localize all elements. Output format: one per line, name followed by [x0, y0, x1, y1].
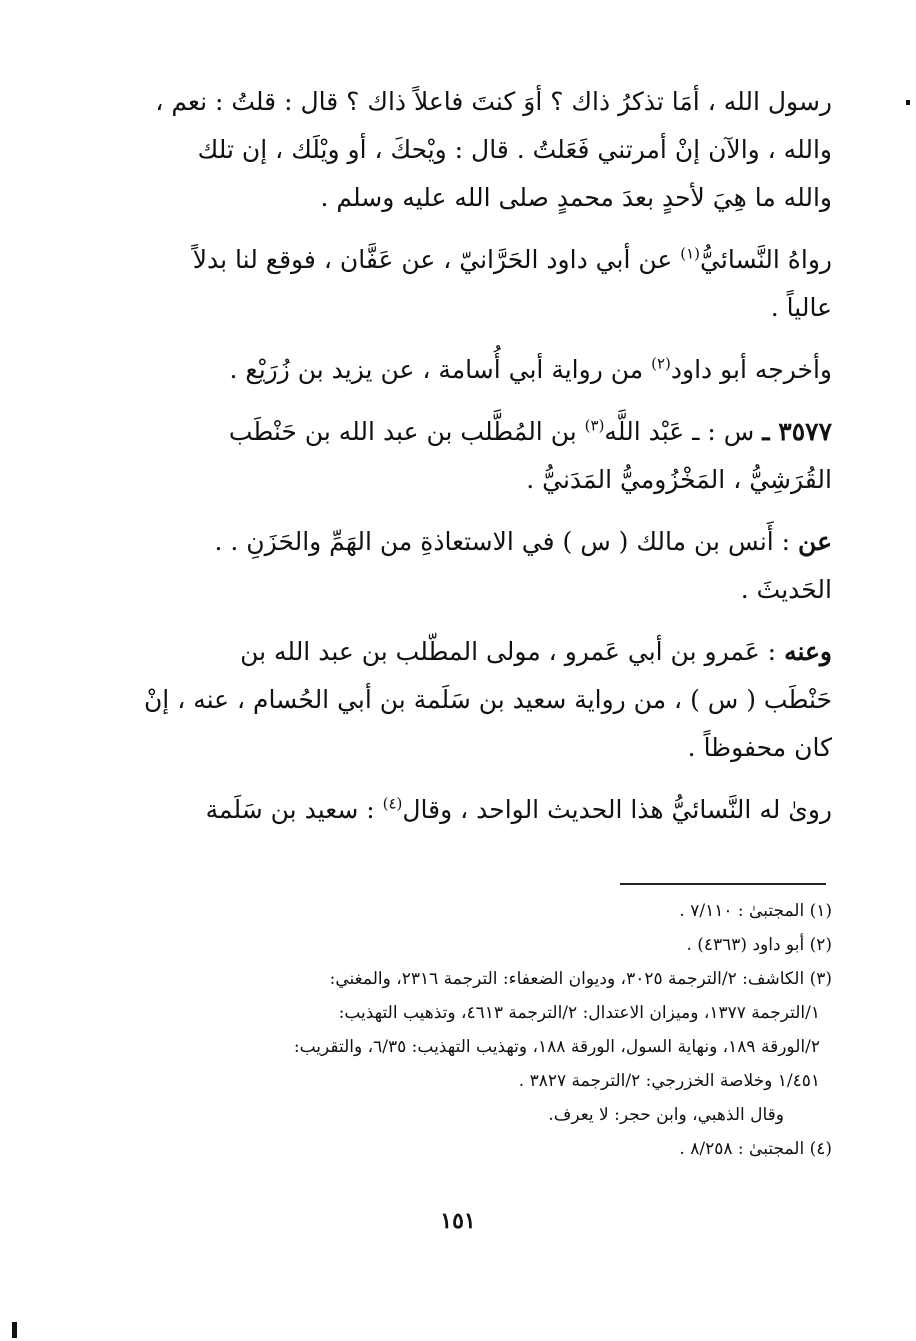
paragraph-2 [132, 236, 832, 332]
text-run: وأخرجه أبو داود [670, 355, 832, 384]
footnote-ref: (٤) [382, 794, 403, 813]
footnote-continuation: وقال الذهبي، وابن حجر: لا يعرف. [548, 1105, 784, 1125]
paragraph-wa-anhu [132, 628, 832, 772]
text-line: والله ما هِيَ لأحدٍ بعدَ محمدٍ صلى الله عليه وسلم . [320, 183, 832, 212]
text-line: والله ، والآن إنْ أمرتني فَعَلتُ . قال : ويْحكَ ، أو ويْلَك ، إن تلك [197, 135, 832, 164]
text-run: : سعيد بن سَلَمة [205, 795, 383, 824]
footnote-ref: (١) [680, 244, 701, 263]
footnote-ref: (٣) [584, 416, 605, 435]
footnote-continuation: ١/٤٥١ وخلاصة الخزرجي: ٢/الترجمة ٣٨٢٧ . [518, 1071, 820, 1091]
entry-number: ٣٥٧٧ ـ [762, 417, 832, 446]
page-number: ١٥١ [440, 1208, 476, 1234]
footnote-continuation: ٢/الورقة ١٨٩، ونهاية السول، الورقة ١٨٨، وتهذيب التهذيب: ٦/٣٥، والتقريب: [293, 1037, 820, 1057]
paragraph-1 [132, 78, 832, 222]
paragraph-an [132, 518, 832, 614]
text-line: كان محفوظاً . [687, 733, 832, 762]
main-text [132, 78, 832, 848]
text-run: روىٰ له النَّسائيُّ هذا الحديث الواحد ، وقال [402, 795, 832, 824]
footnote: (١) المجتبىٰ : ٧/١١٠ . [679, 901, 832, 921]
footnote-continuation: ١/الترجمة ١٣٧٧، وميزان الاعتدال: ٢/الترجمة ٤٦١٣، وتذهيب التهذيب: [338, 1003, 820, 1023]
text-run: من رواية أبي أُسامة ، عن يزيد بن زُرَيْع . [229, 355, 652, 384]
text-run: رواهُ النَّسائيُّ [700, 245, 832, 274]
footnotes [132, 894, 832, 1166]
text-run: بن المُطَّلب بن عبد الله بن حَنْطَب [228, 417, 585, 446]
lead-word: عن [798, 527, 832, 556]
scan-speck [906, 100, 910, 105]
text-line: رسول الله ، أمَا تذكرُ ذاك ؟ أوَ كنتَ فاعلاً ذاك ؟ قال : قلتُ : نعم ، [155, 87, 832, 116]
text-run: : أَنس بن مالك ( س ) في الاستعاذةِ من الهَمِّ والحَزَنِ . . [214, 527, 799, 556]
text-line: عالياً . [770, 293, 832, 322]
text-run: عن أبي داود الحَرَّانيّ ، عن عَفَّان ، فوقع لنا بدلاً [192, 245, 681, 274]
text-run: س : ـ عَبْد اللَّه [604, 417, 763, 446]
lead-word: وعنه [784, 637, 832, 666]
paragraph-last [132, 786, 832, 834]
text-run: : عَمرو بن أبي عَمرو ، مولى المطّلب بن عبد الله بن [240, 637, 785, 666]
footnote: (٤) المجتبىٰ : ٨/٢٥٨ . [679, 1139, 832, 1159]
paragraph-entry-3577 [132, 408, 832, 504]
footnote: (٢) أبو داود (٤٣٦٣) . [686, 935, 832, 955]
text-line: القُرَشِيُّ ، المَخْزُوميُّ المَدَنيُّ . [526, 465, 832, 494]
scan-speck [12, 1322, 17, 1338]
footnote-divider [620, 883, 826, 885]
paragraph-3 [132, 346, 832, 394]
text-line: حَنْطَب ( س ) ، من رواية سعيد بن سَلَمة بن أبي الحُسام ، عنه ، إنْ [143, 685, 832, 714]
footnote: (٣) الكاشف: ٢/الترجمة ٣٠٢٥، وديوان الضعفاء: الترجمة ٢٣١٦، والمغني: [329, 969, 832, 989]
footnote-ref: (٢) [651, 354, 671, 373]
text-line: الحَديثَ . [740, 575, 832, 604]
